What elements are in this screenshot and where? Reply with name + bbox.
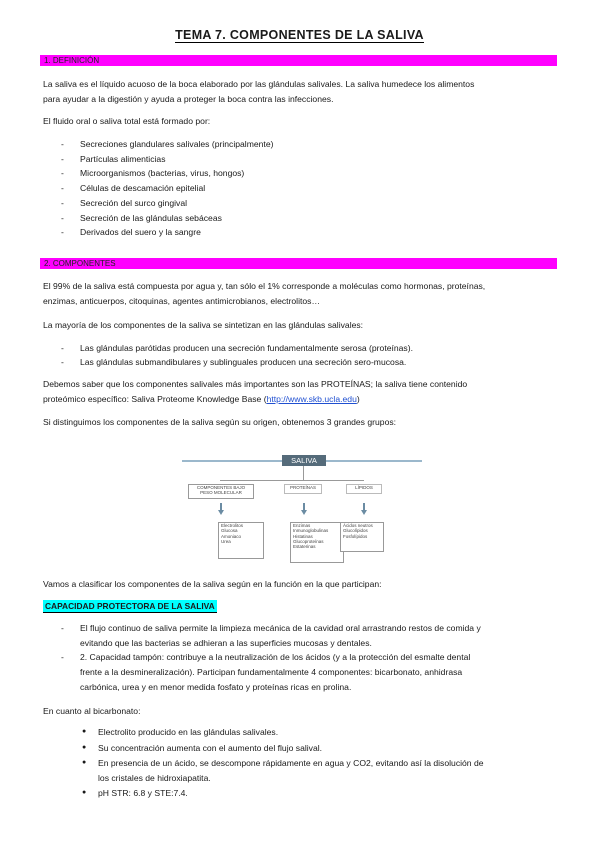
fluido-intro: El fluido oral o saliva total está formado por: [43, 116, 211, 126]
capacidad-list [61, 621, 551, 695]
arrow-down-icon [301, 510, 307, 515]
diagram-item: Amoniaco [221, 533, 242, 539]
list-item: ● Su concentración aumenta con el aumento del flujo salival. [82, 741, 552, 755]
group-box-bajo-peso: COMPONENTES BAJO PESO MOLECULAR [188, 484, 254, 499]
list-item: - Las glándulas parótidas producen una secreción fundamentalmente serosa (proteínas). [61, 341, 413, 355]
arrow-down-icon [218, 510, 224, 515]
items-box-lipidos [340, 522, 384, 552]
section-header-componentes: 2. COMPONENTES [40, 258, 557, 269]
diagram-item: Glucoproteínas [293, 538, 324, 544]
diagram-item: Fosfolípidos [343, 533, 368, 539]
diagram-item: Glucosa [221, 528, 238, 534]
page-title: TEMA 7. COMPONENTES DE LA SALIVA [175, 28, 424, 42]
items-box-bajo-peso [218, 522, 264, 559]
diagram-item: Histatinas [293, 533, 313, 539]
diagram-item: Glucolípidos [343, 528, 368, 534]
list-item: ● Electrolito producido en las glándulas salivales. [82, 725, 552, 739]
list-item: ● pH STR: 6.8 y STE:7.4. [82, 786, 552, 800]
fluido-list [61, 137, 273, 240]
arrow-down-icon [361, 510, 367, 515]
skb-link[interactable]: http://www.skb.ucla.edu [266, 393, 357, 404]
list-item: - Secreción del surco gingival [61, 196, 273, 211]
list-item: - Secreciones glandulares salivales (principalmente) [61, 137, 273, 152]
group-box-lipidos: LÍPIDOS [346, 484, 382, 494]
list-item: - Microorganismos (bacterias, virus, hongos) [61, 166, 273, 181]
list-item: - Derivados del suero y la sangre [61, 225, 273, 240]
list-item: ● En presencia de un ácido, se descompone rápidamente en agua y CO2, evitando así la disolución de los cristales de hidroxiapatita. [82, 756, 552, 784]
saliva-diagram [182, 451, 422, 571]
diagram-item: Electrolitos [221, 523, 244, 528]
diagram-item: Enzimas [293, 523, 311, 528]
list-item: - Secreción de las glándulas sebáceas [61, 211, 273, 226]
diagram-item: Ácidos neutros [343, 523, 373, 528]
list-item: - Partículas alimenticias [61, 152, 273, 167]
diagram-item: Inmunoglobulinas [293, 528, 329, 534]
glandulas-list [61, 341, 413, 369]
diagram-connector [220, 480, 364, 481]
group-box-proteinas: PROTEÍNAS [284, 484, 322, 494]
diagram-item: Urea [221, 538, 231, 544]
diagram-root: SALIVA [282, 455, 326, 466]
list-item: - Las glándulas submandibulares y sublinguales producen una secreción sero-mucosa. [61, 355, 413, 369]
items-box-proteinas [290, 522, 344, 563]
diagram-connector [303, 466, 304, 480]
section-header-definicion: 1. DEFINICIÓN [40, 55, 557, 66]
list-item: - El flujo continuo de saliva permite la limpieza mecánica de la cavidad oral arrastrando restos de comida y evitando que las bacterias se adhieran a las superficies mucosas y dentales. [61, 621, 551, 650]
list-item: - 2. Capacidad tampón: contribuye a la neutralización de los ácidos (y a la protección del esmalte dental frente a la desmineralización). Participan fundamentalmente 4 componentes: bicarbonato, anhidrasa carbónica, urea y en menor medida fosfato y proteínas ricas en prolina. [61, 650, 551, 694]
bicarbonato-intro: En cuanto al bicarbonato: [43, 706, 141, 716]
sintesis-intro: La mayoría de los componentes de la saliva se sintetizan en las glándulas salivales: [43, 320, 364, 330]
definicion-paragraph: La saliva es el líquido acuoso de la boca elaborado por las glándulas salivales. La saliva humedece los alimentos para ayudar a la digestión y ayuda a proteger la boca contra las infecciones. [43, 79, 475, 104]
capacidad-protectora-heading: CAPACIDAD PROTECTORA DE LA SALIVA [45, 601, 215, 611]
diagram-item: Estaterinas [293, 544, 316, 550]
clasificacion-intro: Vamos a clasificar los componentes de la saliva según en la función en la que participan: [43, 579, 382, 589]
proteinas-paragraph: Debemos saber que los componentes salivales más importantes son las PROTEÍNAS; la saliva tiene contenido proteómico específico: Saliva Proteome Knowledge Base (http://www.skb.ucla.edu) [43, 379, 468, 404]
bicarbonato-list [82, 725, 552, 802]
componentes-paragraph: El 99% de la saliva está compuesta por agua y, tan sólo el 1% corresponde a moléculas como hormonas, proteínas, enzimas, anticuerpos, citoquinas, agentes antimicrobianos, electrolitos… [43, 281, 486, 306]
list-item: - Células de descamación epitelial [61, 181, 273, 196]
origen-intro: Si distinguimos los componentes de la saliva según su origen, obtenemos 3 grandes grupos: [43, 417, 397, 427]
